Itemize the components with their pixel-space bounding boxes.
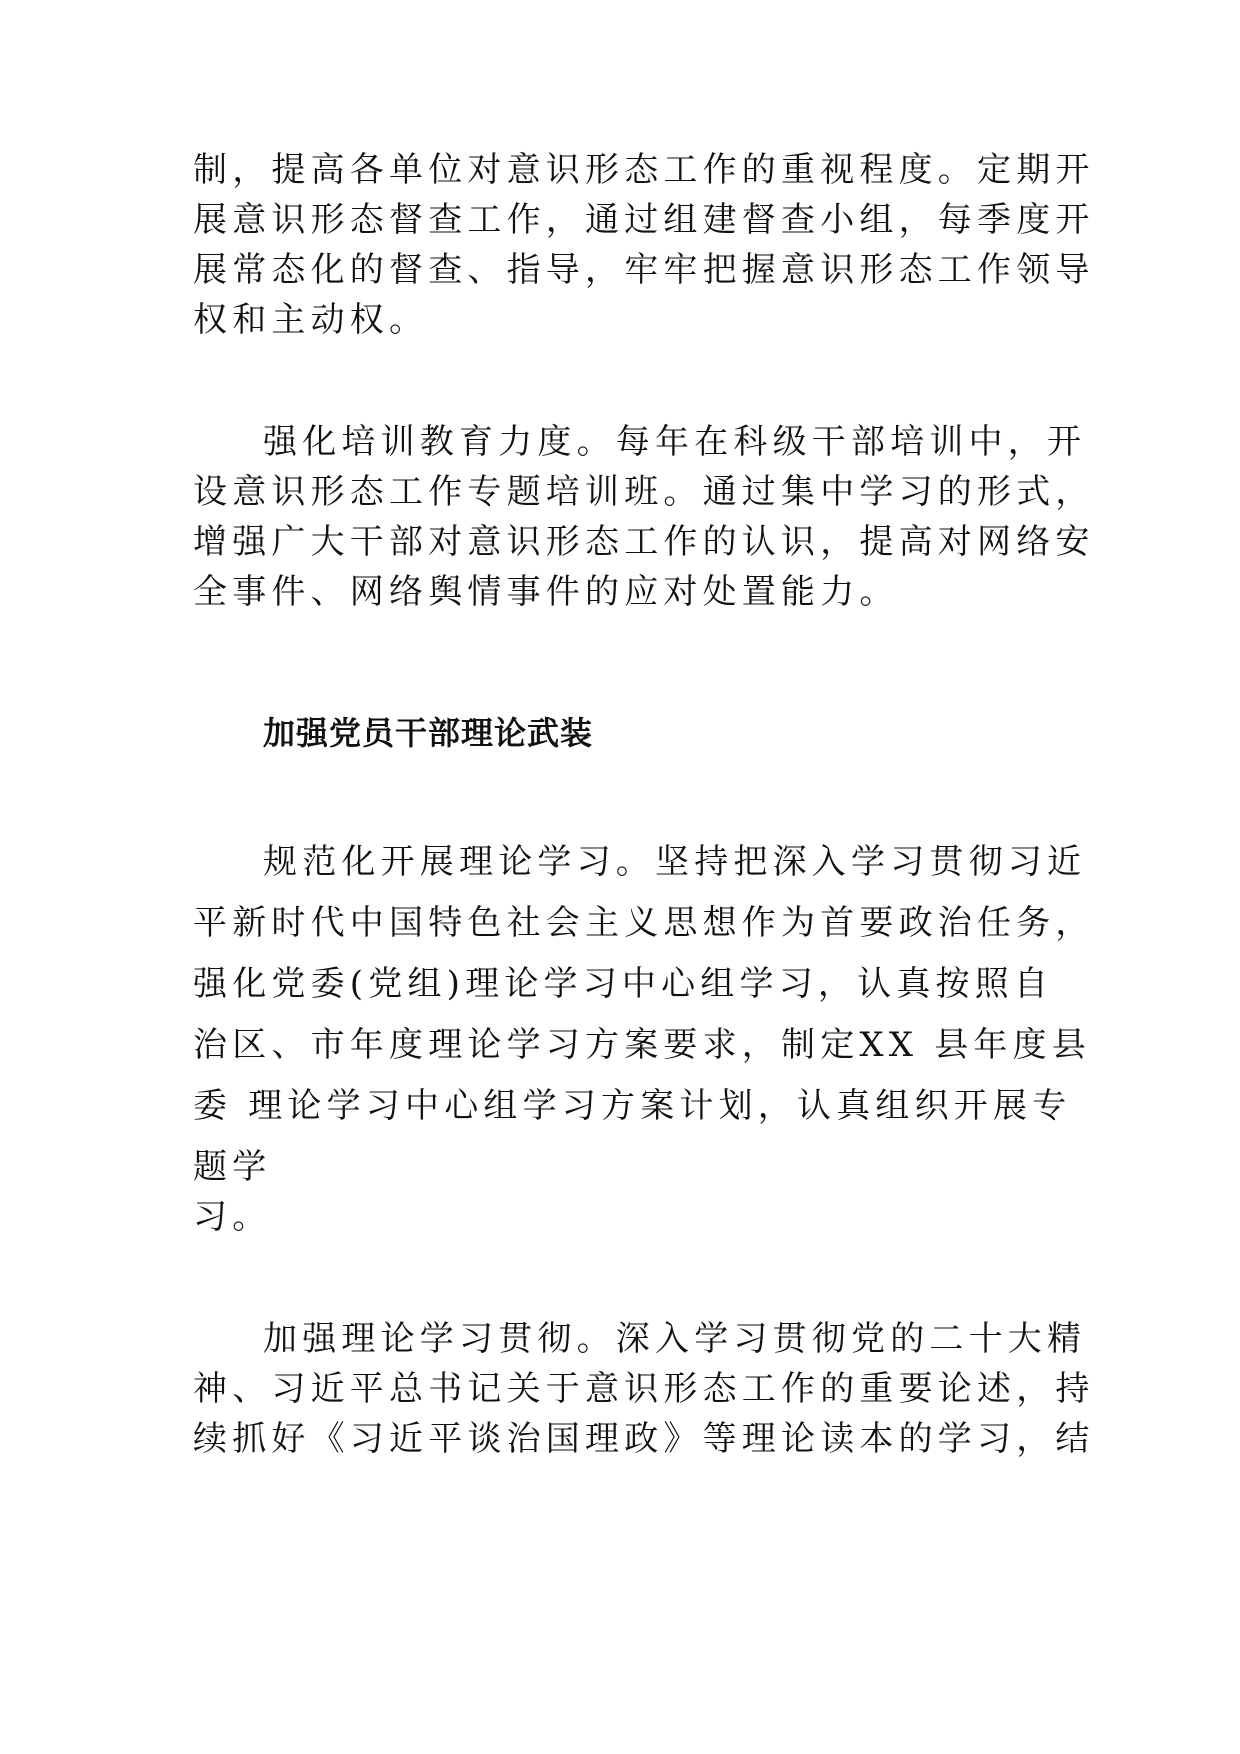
- paragraph-line: 全事件、网络舆情事件的应对处置能力。: [193, 572, 899, 612]
- paragraph-line: 治区、市年度理论学习方案要求，制定XX 县年度县: [193, 1025, 1092, 1065]
- paragraph-line: 题学: [193, 1147, 272, 1187]
- paragraph-line: 设意识形态工作专题培训班。通过集中学习的形式，: [193, 472, 1095, 512]
- paragraph-line: 续抓好《习近平谈治国理政》等理论读本的学习，结: [193, 1419, 1095, 1459]
- paragraph-line: 加强理论学习贯彻。深入学习贯彻党的二十大精: [263, 1319, 1087, 1359]
- paragraph-line: 习。: [193, 1197, 272, 1237]
- paragraph-line: 增强广大干部对意识形态工作的认识，提高对网络安: [193, 522, 1095, 562]
- paragraph-line: 展意识形态督查工作，通过组建督查小组，每季度开: [193, 200, 1095, 240]
- paragraph-line: 展常态化的督查、指导，牢牢把握意识形态工作领导: [193, 250, 1095, 290]
- paragraph-line: 强化培训教育力度。每年在科级干部培训中，开: [263, 422, 1087, 462]
- paragraph-line: 平新时代中国特色社会主义思想作为首要政治任务，: [193, 903, 1095, 943]
- paragraph-line: 规范化开展理论学习。坚持把深入学习贯彻习近: [263, 842, 1087, 882]
- paragraph-line: 权和主动权。: [193, 300, 429, 340]
- section-heading: 加强党员干部理论武装: [263, 714, 594, 752]
- paragraph-line: 制，提高各单位对意识形态工作的重视程度。定期开: [193, 150, 1095, 190]
- paragraph-line: 委 理论学习中心组学习方案计划，认真组织开展专: [193, 1086, 1072, 1126]
- paragraph-line: 强化党委(党组)理论学习中心组学习，认真按照自: [193, 964, 1054, 1004]
- paragraph-line: 神、习近平总书记关于意识形态工作的重要论述，持: [193, 1369, 1095, 1409]
